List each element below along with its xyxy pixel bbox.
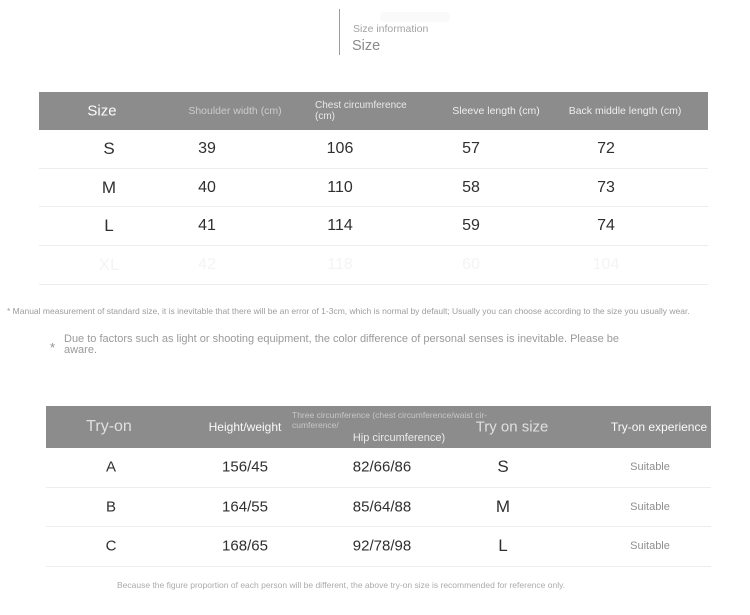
tryon-header-hip-circumference: Hip circumference) xyxy=(352,432,446,444)
tryon-table-row-a xyxy=(46,448,711,488)
back-value: 72 xyxy=(597,139,615,157)
tryon-header-experience: Try-on experience xyxy=(610,420,708,434)
sleeve-value: 57 xyxy=(462,139,480,157)
experience-value: Suitable xyxy=(630,500,670,513)
chest-value: 106 xyxy=(326,139,354,157)
model-label: B xyxy=(105,498,117,516)
tryon-table-row-b xyxy=(46,488,711,528)
color-note-line1: Due to factors such as light or shooting equipment, the color difference of personal senses is inevitable. Please be xyxy=(64,333,620,345)
tryon-table xyxy=(46,406,711,567)
page-title: Size xyxy=(352,38,381,54)
tryon-table-row-c xyxy=(46,527,711,567)
size-table-header-chest-circumference xyxy=(315,100,407,122)
circumference-value: 85/64/88 xyxy=(352,498,412,516)
circumference-value: 82/66/86 xyxy=(352,458,412,476)
height-weight-value: 156/45 xyxy=(222,458,268,476)
chest-value-faded: 118 xyxy=(327,255,353,273)
size-value: L xyxy=(104,216,114,236)
size-value-faded: XL xyxy=(98,254,120,274)
tryon-header-three-circumference xyxy=(292,411,487,430)
measurement-note: * Manual measurement of standard size, it is inevitable that there will be an error of 1-3cm, which is normal by default; Usually you can choose according to the size you usually wear. xyxy=(7,306,690,316)
circ-header-line2: cumference/ xyxy=(292,419,339,430)
size-table-header-shoulder-width: Shoulder width (cm) xyxy=(188,105,282,117)
chest-value: 114 xyxy=(327,217,353,235)
color-difference-note xyxy=(64,334,619,356)
back-value: 73 xyxy=(597,178,615,196)
shoulder-value: 39 xyxy=(198,139,216,157)
tryon-header-tryon: Try-on xyxy=(86,418,132,435)
circ-header-line1: Three circumference (chest circumference/waist cir- xyxy=(292,410,488,420)
tryon-header-try-on-size: Try on size xyxy=(475,418,549,436)
size-table-header-sleeve-length: Sleeve length (cm) xyxy=(452,105,540,117)
watermark-smudge xyxy=(380,12,450,22)
sleeve-value-faded: 60 xyxy=(462,255,480,273)
color-note-line2: aware. xyxy=(64,344,98,356)
tryon-size-value: S xyxy=(497,457,509,477)
model-label: C xyxy=(105,537,117,555)
shoulder-value: 41 xyxy=(198,217,216,235)
height-weight-value: 164/55 xyxy=(222,498,268,516)
size-table xyxy=(39,92,708,285)
back-value: 74 xyxy=(597,217,615,235)
shoulder-value-faded: 42 xyxy=(198,255,216,273)
back-value-faded: 104 xyxy=(592,255,620,273)
model-label: A xyxy=(105,458,117,476)
size-table-row-faded xyxy=(39,246,708,285)
page-subtitle: Size information xyxy=(353,23,429,35)
tryon-header-height-weight: Height/weight xyxy=(208,420,282,434)
circumference-value: 92/78/98 xyxy=(352,537,412,555)
tryon-footnote: Because the figure proportion of each person will be different, the above try-on size is recommended for reference only. xyxy=(117,580,566,590)
size-table-row-s xyxy=(39,130,708,169)
experience-value: Suitable xyxy=(630,540,670,553)
size-table-row-m xyxy=(39,169,708,208)
tryon-size-value: L xyxy=(498,536,508,556)
size-table-header-back-middle-length: Back middle length (cm) xyxy=(568,105,682,117)
sleeve-value: 58 xyxy=(462,178,480,196)
size-table-row-l xyxy=(39,207,708,246)
chest-value: 110 xyxy=(327,178,353,196)
size-value: S xyxy=(103,138,115,158)
title-divider-rule xyxy=(339,9,340,55)
shoulder-value: 40 xyxy=(198,178,216,196)
chest-header-line2: (cm) xyxy=(315,111,335,122)
size-value: M xyxy=(101,177,117,197)
size-table-header-row xyxy=(39,92,708,130)
height-weight-value: 168/65 xyxy=(222,537,268,555)
tryon-table-header-row xyxy=(46,406,711,448)
experience-value: Suitable xyxy=(630,461,670,474)
color-note-asterisk: * xyxy=(50,340,56,355)
sleeve-value: 59 xyxy=(462,217,480,235)
chest-header-line1: Chest circumference xyxy=(315,100,407,111)
tryon-size-value: M xyxy=(495,496,511,516)
size-table-header-size: Size xyxy=(87,102,117,120)
